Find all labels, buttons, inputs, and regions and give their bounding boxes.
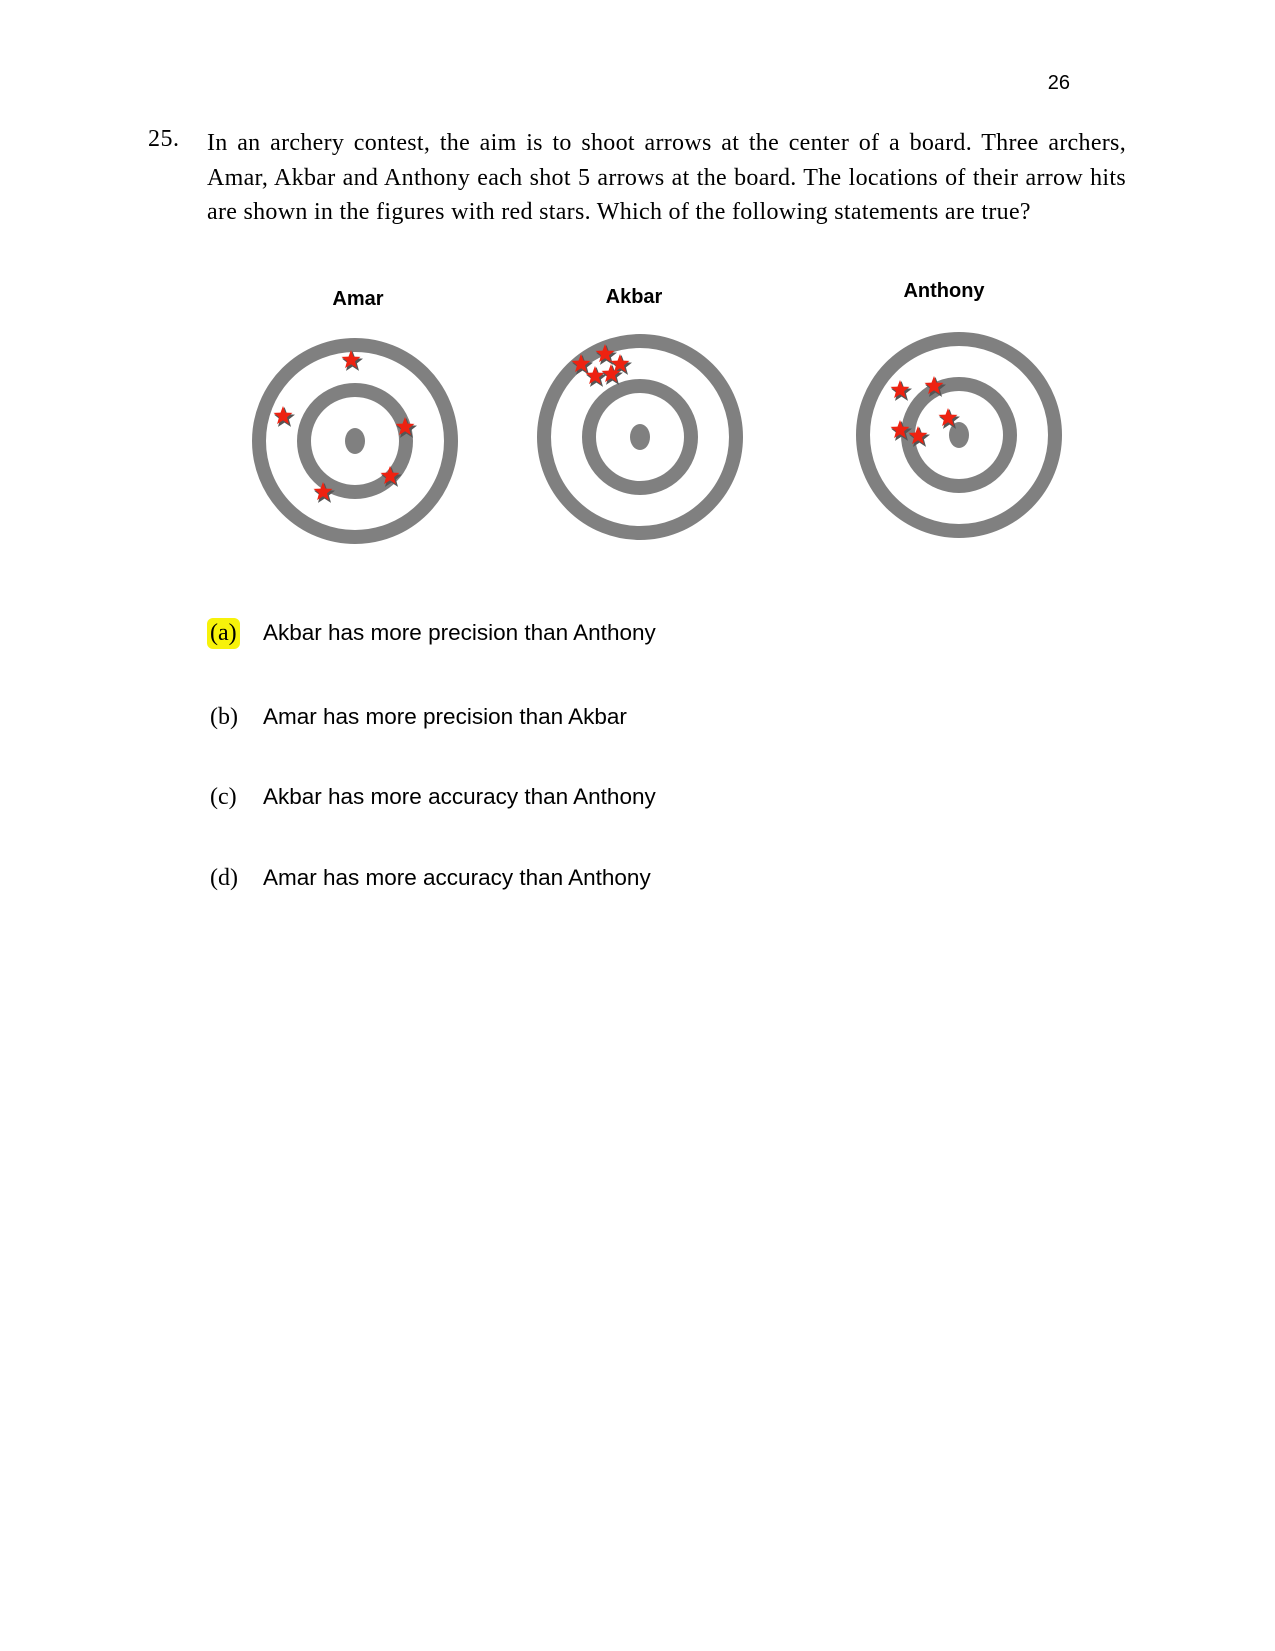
target-label-anthony: Anthony: [903, 280, 985, 302]
target-rings: [863, 339, 1055, 531]
option-text: Akbar has more precision than Anthony: [263, 620, 656, 645]
target-label-amar: Amar: [332, 288, 384, 310]
target-label-akbar: Akbar: [605, 286, 663, 308]
target-rings: [544, 341, 736, 533]
target-board-anthony: [852, 328, 1066, 542]
option-text: Amar has more accuracy than Anthony: [263, 865, 651, 890]
question-text: In an archery contest, the aim is to shoot arrows at the center of a board. Three archers, Amar, Akbar and Anthony each shot 5 arrows at the board. The locations of their arrow hits are shown in the figures with red stars. Which of the following statements are true?: [207, 130, 1126, 225]
target-rings: [259, 345, 451, 537]
option-text: Amar has more precision than Akbar: [263, 704, 627, 729]
target-board-akbar: [533, 330, 747, 544]
option-letter: (d): [210, 865, 238, 891]
option-letter: (c): [210, 784, 237, 810]
page-number: 26: [1047, 72, 1070, 94]
option-letter-highlighted: (a): [207, 618, 240, 649]
question-number: 25.: [148, 126, 180, 152]
option-text: Akbar has more accuracy than Anthony: [263, 784, 656, 809]
option-letter: (b): [210, 704, 238, 730]
target-board-amar: [248, 334, 462, 548]
